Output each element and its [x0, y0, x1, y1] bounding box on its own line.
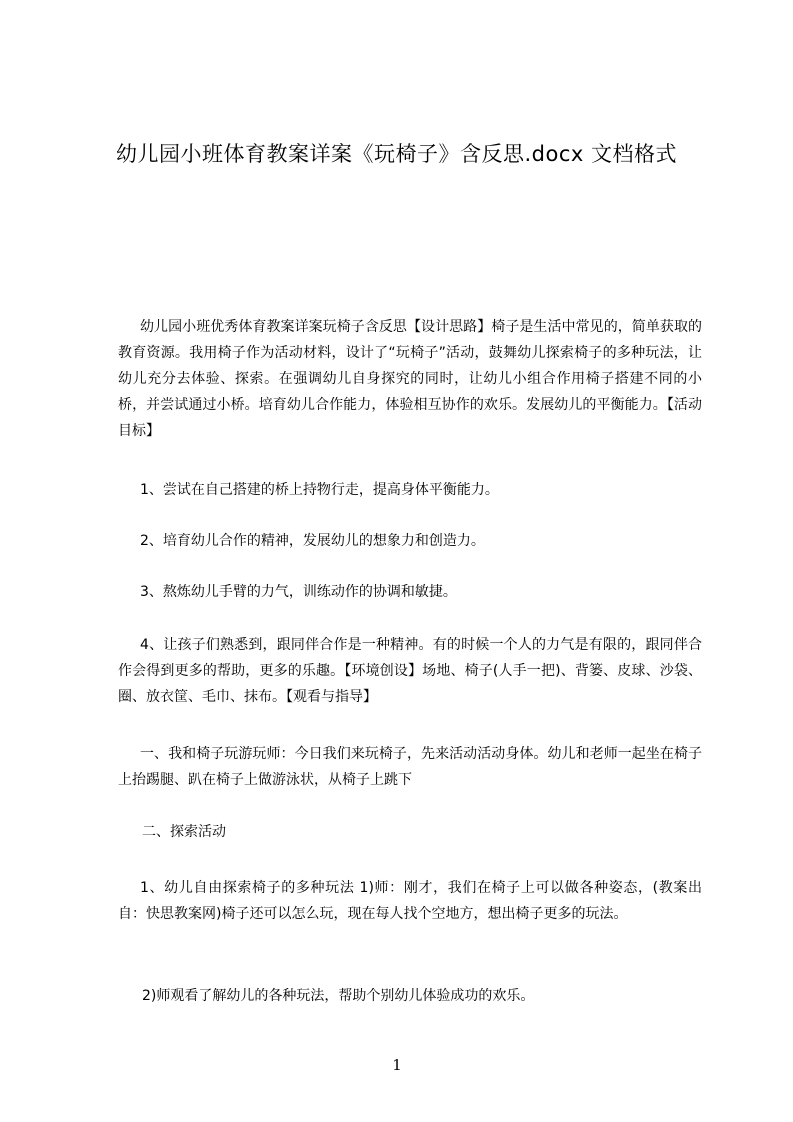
- paragraph-goal-1: 1、尝试在自己搭建的桥上持物行走，提高身体平衡能力。: [140, 482, 499, 498]
- paragraph-explore-2: 2)师观看了解幼儿的各种玩法，帮助个别幼儿体验成功的欢乐。: [142, 988, 535, 1004]
- document-title: 幼儿园小班体育教案详案《玩椅子》含反思.docx 文档格式: [115, 142, 677, 166]
- paragraph-section-two-heading: 二、探索活动: [142, 824, 226, 840]
- paragraph-goal-2: 2、培育幼儿合作的精神，发展幼儿的想象力和创造力。: [140, 533, 485, 549]
- paragraph-section-one: 一、我和椅子玩游玩师：今日我们来玩椅子，先来活动活动身体。幼儿和老师一起坐在椅子上抬踢腿、趴在椅子上做游泳状，从椅子上跳下: [118, 746, 702, 788]
- paragraph-goal-3: 3、熬炼幼儿手臂的力气，训练动作的协调和敏捷。: [140, 584, 457, 600]
- paragraph-explore-1: 1、幼儿自由探索椅子的多种玩法 1)师：刚才，我们在椅子上可以做各种姿态，(教案出自：快思教案网)椅子还可以怎么玩，现在每人找个空地方，想出椅子更多的玩法。: [118, 880, 702, 922]
- paragraph-goal-4: 4、让孩子们熟悉到，跟同伴合作是一种精神。有的时候一个人的力气是有限的，跟同伴合作会得到更多的帮助，更多的乐趣。【环境创设】场地、椅子(人手一把)、背篓、皮球、沙袋、圈、放衣筐、毛巾、抹布。【观看与指导】: [118, 637, 702, 705]
- paragraph-design-idea: 幼儿园小班优秀体育教案详案玩椅子含反思【设计思路】椅子是生活中常见的，简单获取的教育资源。我用椅子作为活动材料，设计了“玩椅子”活动，鼓舞幼儿探索椅子的多种玩法，让幼儿充分去体验、探索。在强调幼儿自身探究的同时，让幼儿小组合作用椅子搭建不同的小桥，并尝试通过小桥。培育幼儿合作能力，体验相互协作的欢乐。发展幼儿的平衡能力。【活动目标】: [118, 319, 702, 439]
- page-number: 1: [392, 1056, 402, 1074]
